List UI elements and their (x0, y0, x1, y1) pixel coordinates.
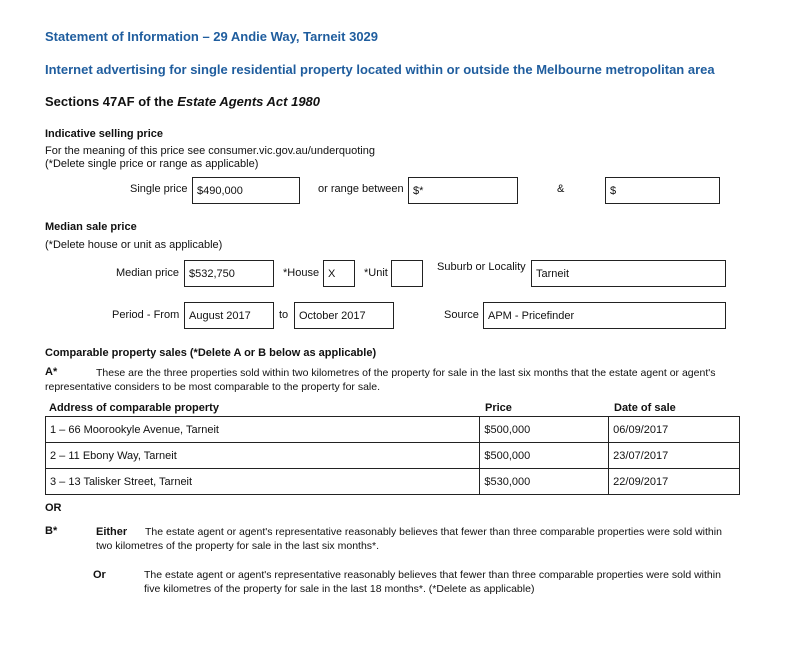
option-a-text-2: representative considers to be most comparable to the property for sale. (45, 381, 381, 393)
range-from-field[interactable]: $* (408, 177, 518, 204)
period-to-field[interactable]: October 2017 (294, 302, 394, 329)
option-a-marker: A* (45, 366, 58, 378)
source-label: Source (444, 309, 479, 321)
col-price-header: Price (485, 402, 512, 414)
single-price-field[interactable]: $490,000 (192, 177, 300, 204)
table-row (46, 443, 740, 469)
address-cell: 3 – 13 Talisker Street, Tarneit (46, 469, 480, 495)
document-title: Statement of Information – 29 Andie Way, Tarneit 3029 (45, 29, 379, 44)
document-subtitle: Internet advertising for single residential property located within or outside the Melbourne metropolitan area (45, 62, 715, 77)
price-cell: $500,000 (480, 417, 609, 443)
indicative-note-1: For the meaning of this price see consumer.vic.gov.au/underquoting (45, 145, 375, 157)
period-from-label: Period - From (112, 309, 180, 321)
act-name: Estate Agents Act 1980 (177, 94, 321, 109)
indicative-note-2: (*Delete single price or range as applicable) (45, 158, 259, 170)
option-b-marker: B* (45, 525, 58, 537)
act-prefix: Sections 47AF of the (45, 94, 178, 109)
date-cell: 22/09/2017 (609, 469, 740, 495)
median-heading: Median sale price (45, 221, 137, 233)
comparable-heading: Comparable property sales (*Delete A or B below as applicable) (45, 347, 377, 359)
range-label: or range between (318, 183, 404, 195)
table-row (46, 469, 740, 495)
source-field[interactable]: APM - Pricefinder (483, 302, 726, 329)
table-row (46, 417, 740, 443)
either-text-2: two kilometres of the property for sale in the last six months*. (96, 540, 380, 552)
period-to-label: to (279, 309, 289, 321)
or2-text-2: five kilometres of the property for sale in the last 18 months*. (*Delete as applicable) (144, 583, 535, 595)
address-cell: 2 – 11 Ebony Way, Tarneit (46, 443, 480, 469)
date-cell: 06/09/2017 (609, 417, 740, 443)
unit-checkbox[interactable] (391, 260, 423, 287)
indicative-heading: Indicative selling price (45, 128, 163, 140)
suburb-label: Suburb or Locality (437, 261, 526, 273)
comparable-table (45, 416, 740, 495)
single-price-label: Single price (130, 183, 188, 195)
house-checkbox[interactable]: X (323, 260, 355, 287)
option-a-text-1: These are the three properties sold within two kilometres of the property for sale in the last six months that the estate agent or agent's (96, 367, 716, 379)
either-text-1: The estate agent or agent's representative reasonably believes that fewer than three comparable properties were sold within (145, 526, 722, 538)
price-cell: $530,000 (480, 469, 609, 495)
period-from-field[interactable]: August 2017 (184, 302, 274, 329)
or2-label: Or (93, 569, 106, 581)
suburb-field[interactable]: Tarneit (531, 260, 726, 287)
act-reference (45, 94, 320, 109)
median-price-field[interactable]: $532,750 (184, 260, 274, 287)
date-cell: 23/07/2017 (609, 443, 740, 469)
median-price-label: Median price (116, 267, 179, 279)
median-note: (*Delete house or unit as applicable) (45, 239, 223, 251)
range-and-label: & (557, 183, 565, 195)
col-date-header: Date of sale (614, 402, 676, 414)
address-cell: 1 – 66 Moorookyle Avenue, Tarneit (46, 417, 480, 443)
unit-label: *Unit (364, 267, 388, 279)
either-label: Either (96, 526, 128, 538)
price-cell: $500,000 (480, 443, 609, 469)
col-address-header: Address of comparable property (49, 402, 219, 414)
or-label: OR (45, 502, 62, 514)
house-label: *House (283, 267, 320, 279)
or2-text-1: The estate agent or agent's representative reasonably believes that fewer than three comparable properties were sold within (144, 569, 721, 581)
range-to-field[interactable]: $ (605, 177, 720, 204)
